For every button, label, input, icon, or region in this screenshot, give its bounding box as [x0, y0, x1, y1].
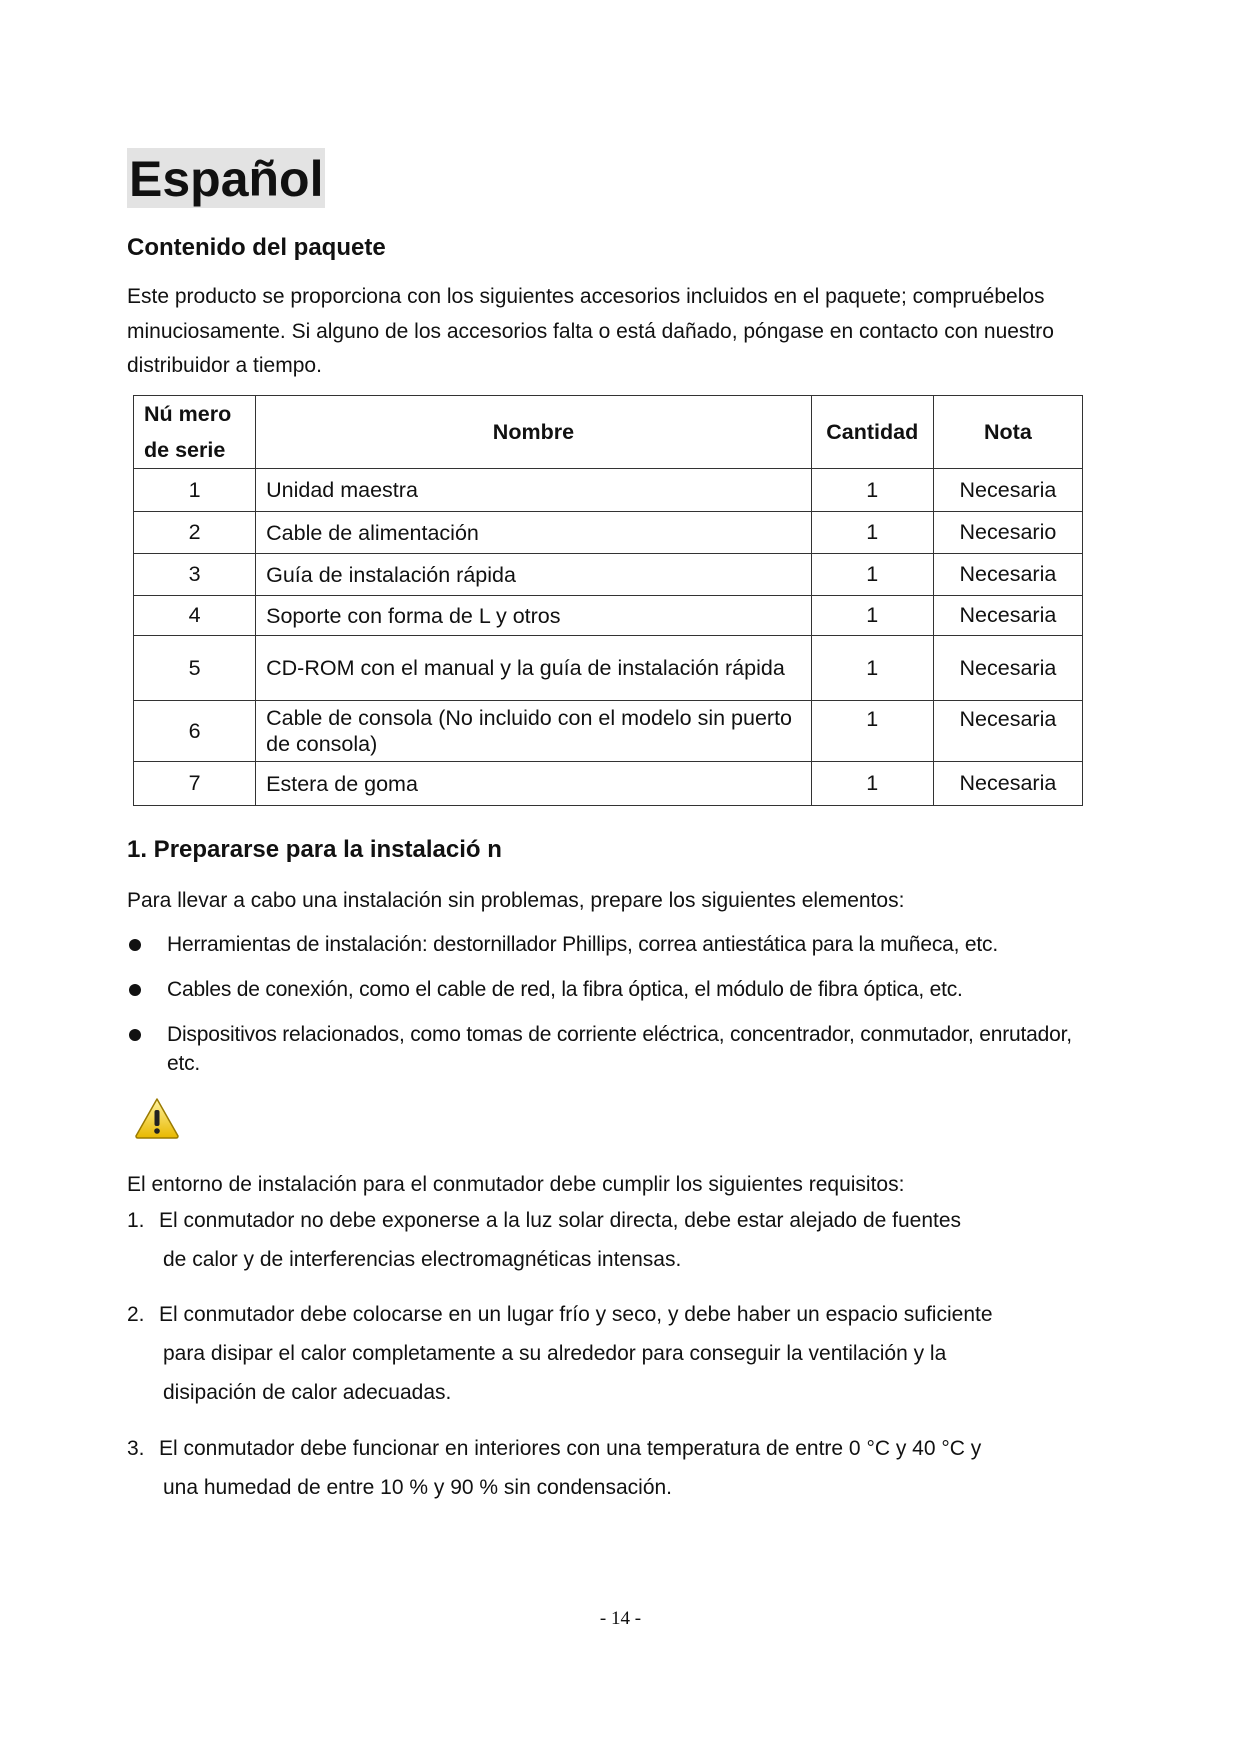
requirement-text: El conmutador debe colocarse en un lugar frío y seco, y debe haber un espacio suficiente: [159, 1303, 993, 1326]
bullet-dot-icon: [129, 1029, 141, 1041]
cell-number: 5: [134, 636, 256, 701]
cell-note: Necesaria: [933, 636, 1082, 701]
bullet-dot-icon: [129, 984, 141, 996]
package-contents-heading: Contenido del paquete: [127, 234, 386, 261]
table-row: [134, 554, 1083, 596]
requirement-continuation: de calor y de interferencias electromagnéticas intensas.: [163, 1248, 682, 1271]
cell-number: 1: [134, 469, 256, 512]
requirement-first-line: [127, 1295, 1087, 1334]
cell-number: 7: [134, 762, 256, 806]
table-row: [134, 596, 1083, 636]
cell-note: Necesario: [933, 512, 1082, 554]
table-header-row: [134, 396, 1083, 469]
list-item-text: Cables de conexión, como el cable de red, la fibra óptica, el módulo de fibra óptica, etc.: [167, 978, 963, 1001]
cell-name: Estera de goma: [256, 762, 812, 806]
header-serial-number: Nú mero de serie: [134, 396, 256, 469]
warning-triangle-icon: [134, 1097, 180, 1139]
cell-name: Guía de instalación rápida: [256, 554, 812, 596]
cell-name: Cable de consola (No incluido con el modelo sin puerto de consola): [256, 701, 812, 762]
cell-name: Soporte con forma de L y otros: [256, 596, 812, 636]
table-row: [134, 512, 1083, 554]
requirement-number: 3.: [127, 1437, 145, 1460]
cell-note: Necesaria: [933, 596, 1082, 636]
package-contents-table: [133, 395, 1083, 806]
list-item: [127, 975, 1087, 1004]
preparation-heading: 1. Prepararse para la instalació n: [127, 836, 502, 863]
cell-quantity: 1: [811, 701, 933, 762]
preparation-lead: Para llevar a cabo una instalación sin problemas, prepare los siguientes elementos:: [127, 889, 905, 912]
cell-note: Necesaria: [933, 762, 1082, 806]
requirement-number: 1.: [127, 1209, 145, 1232]
requirement-continuation: una humedad de entre 10 % y 90 % sin condensación.: [163, 1476, 673, 1499]
language-title: Español: [127, 148, 325, 208]
cell-note: Necesaria: [933, 701, 1082, 762]
header-quantity: Cantidad: [811, 396, 933, 469]
list-item: [127, 930, 1087, 959]
table-row: [134, 701, 1083, 762]
list-item: [127, 1020, 1087, 1078]
table-row: [134, 636, 1083, 701]
requirement-item-3: [127, 1429, 1087, 1507]
cell-number: 3: [134, 554, 256, 596]
cell-name: CD-ROM con el manual y la guía de instalación rápida: [256, 636, 812, 701]
requirement-item-1: [127, 1201, 1087, 1279]
cell-number: 6: [134, 701, 256, 762]
table-row: [134, 762, 1083, 806]
cell-note: Necesaria: [933, 554, 1082, 596]
cell-quantity: 1: [811, 762, 933, 806]
cell-name: Cable de alimentación: [256, 512, 812, 554]
requirement-first-line: [127, 1201, 1087, 1240]
requirement-continuation: para disipar el calor completamente a su alrededor para conseguir la ventilación y la disipación de calor adecuadas.: [163, 1342, 947, 1404]
page-number: - 14 -: [599, 1608, 642, 1629]
cell-quantity: 1: [811, 469, 933, 512]
cell-number: 2: [134, 512, 256, 554]
package-intro-paragraph: Este producto se proporciona con los siguientes accesorios incluidos en el paquete; compruébelos minuciosamente. Si alguno de los accesorios falta o está dañado, póngase en contacto con nuestro distribuidor a tiempo.: [127, 285, 1054, 377]
cell-name: Unidad maestra: [256, 469, 812, 512]
cell-note: Necesaria: [933, 469, 1082, 512]
requirement-text: El conmutador debe funcionar en interiores con una temperatura de entre 0 °C y 40 °C y: [159, 1437, 982, 1460]
table-row: [134, 469, 1083, 512]
cell-quantity: 1: [811, 512, 933, 554]
requirement-first-line: [127, 1429, 1087, 1468]
cell-quantity: 1: [811, 596, 933, 636]
list-item-text: Herramientas de instalación: destornillador Phillips, correa antiestática para la muñeca, etc.: [167, 933, 998, 956]
cell-quantity: 1: [811, 554, 933, 596]
cell-number: 4: [134, 596, 256, 636]
requirements-lead: El entorno de instalación para el conmutador debe cumplir los siguientes requisitos:: [127, 1173, 905, 1196]
requirement-text: El conmutador no debe exponerse a la luz solar directa, debe estar alejado de fuentes: [159, 1209, 962, 1232]
preparation-bullet-list: [127, 930, 1087, 1078]
list-item-text: Dispositivos relacionados, como tomas de corriente eléctrica, concentrador, conmutador, enrutador, etc.: [167, 1023, 1072, 1075]
requirement-number: 2.: [127, 1303, 145, 1326]
cell-quantity: 1: [811, 636, 933, 701]
requirement-item-2: [127, 1295, 1087, 1412]
bullet-dot-icon: [129, 939, 141, 951]
header-name: Nombre: [256, 396, 812, 469]
header-note: Nota: [933, 396, 1082, 469]
